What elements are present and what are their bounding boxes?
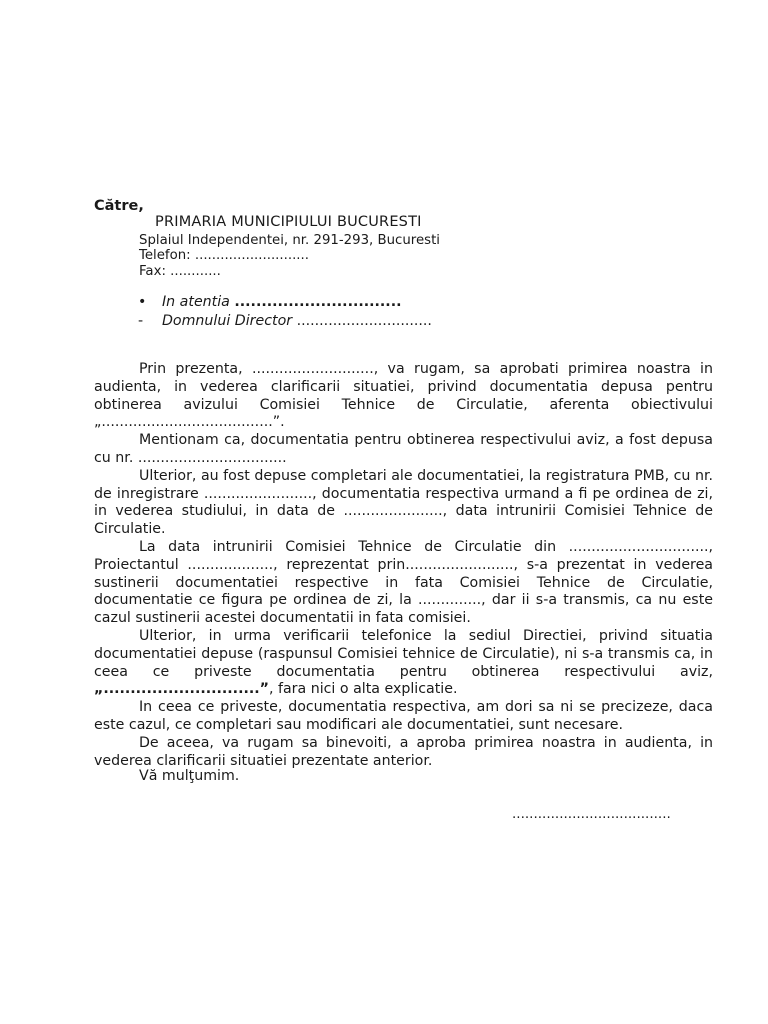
signature-line: .....................................: [512, 806, 671, 822]
paragraph-meeting: La data intrunirii Comisiei Tehnice de Circulatie din ..............................., Proiectantul ..................., reprezentat prin........................, s-a prezentat in vederea sustinerii documentatiei respective in fata Comisiei Tehnice de Circulatie, documentatie ce figura pe ordinea de zi, la .............., dar ii s-a transmis, ca nu este cazul sustinerii acestei documentatii in fata comisiei.: [94, 538, 713, 627]
attention-value: ...............................: [234, 294, 402, 310]
paragraph-verification: [94, 628, 713, 699]
verification-text: Ulterior, in urma verificarii telefonice la sediul Directiei, privind situatia documentatiei depuse (raspunsul Comisiei tehnice de Circulatie), ni s-a transmis ca, in ceea ce priveste documentatia pentru obtinerea respectivului aviz,: [94, 627, 713, 680]
verification-quote: „.............................”: [94, 681, 269, 698]
verification-end: , fara nici o alta explicatie.: [268, 681, 458, 698]
recipient-fax: Fax: ............: [139, 264, 221, 279]
recipient-address: Splaiul Independentei, nr. 291-293, Bucuresti: [139, 233, 440, 248]
closing-thanks: Vă mulţumim.: [139, 768, 240, 784]
director-label: Domnului Director: [162, 313, 293, 329]
paragraph-closing-request: De aceea, va rugam sa binevoiti, a aproba primirea noastra in audienta, in vederea clarificarii situatiei prezentate anterior.: [94, 734, 713, 769]
recipient-phone: Telefon: ...........................: [139, 248, 309, 263]
recipient-name: PRIMARIA MUNICIPIULUI BUCURESTI: [155, 214, 422, 230]
dash-marker: -: [138, 313, 144, 329]
director-line: [138, 313, 432, 329]
paragraph-completions: Ulterior, au fost depuse completari ale documentatiei, la registratura PMB, cu nr. de inregistrare ........................, documentatia respectiva urmand a fi pe ordinea de zi, in vederea studiului, in data de ......................, data intrunirii Comisiei Tehnice de Circulatie.: [94, 467, 713, 538]
paragraph-request: Prin prezenta, ..........................., va rugam, sa aprobati primirea noastra in audienta, in vederea clarificarii situatiei, privind documentatia depusa pentru obtinerea avizului Comisiei Tehnice de Circulatie, aferenta obiectivului „......................................”.: [94, 361, 713, 431]
attention-line: [138, 294, 401, 310]
salutation: Către,: [94, 198, 144, 214]
letter-body: [94, 361, 713, 770]
paragraph-submission: Mentionam ca, documentatia pentru obtinerea respectivului aviz, a fost depusa cu nr. .................................: [94, 432, 713, 466]
paragraph-clarification: In ceea ce priveste, documentatia respectiva, am dori sa ni se precizeze, daca este cazul, ce completari sau modificari ale documentatiei, sunt necesare.: [94, 699, 713, 733]
attention-label: In atentia: [162, 294, 230, 310]
bullet-icon: •: [138, 294, 147, 310]
director-value: ..............................: [296, 313, 432, 329]
